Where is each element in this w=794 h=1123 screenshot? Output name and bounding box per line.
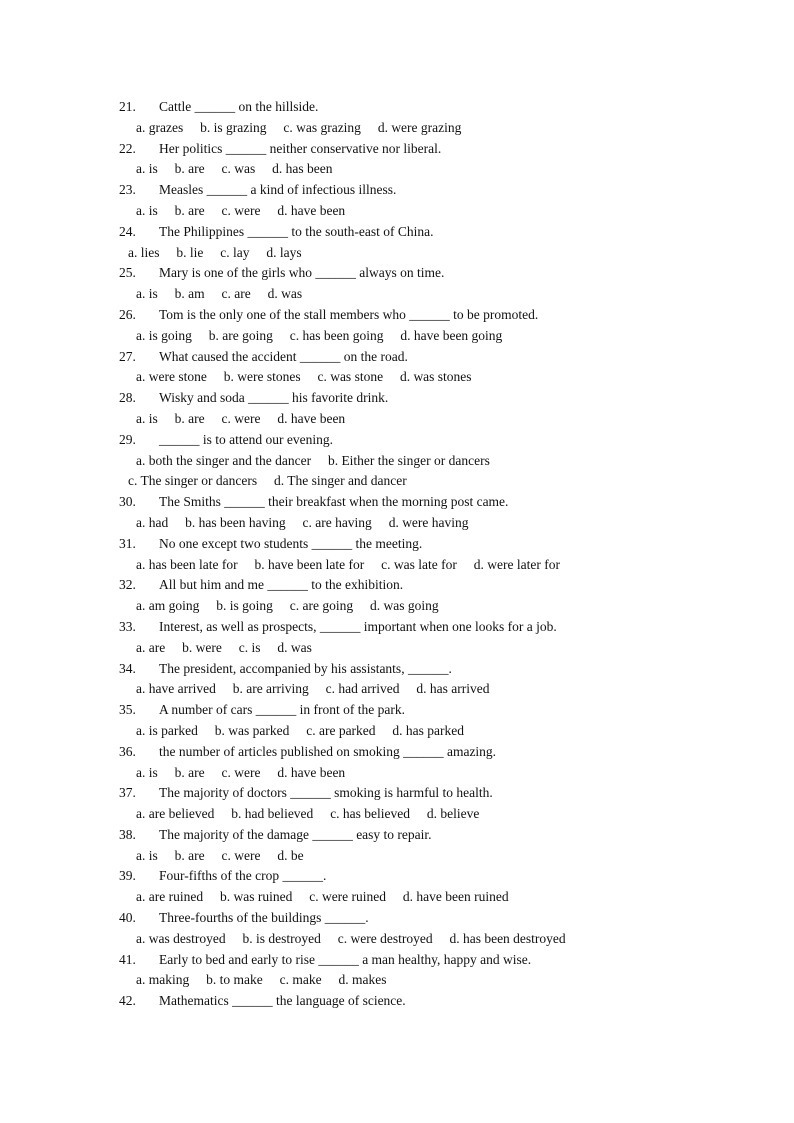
answer-option: b. have been late for [254,556,365,572]
question-text: Wisky and soda ______ his favorite drink. [159,390,389,406]
question-text: Cattle ______ on the hillside. [159,99,319,114]
answer-option: c. has been going [289,327,384,343]
question-text: The Smiths ______ their breakfast when the morning post came. [159,494,509,510]
options-line [119,929,679,950]
answer-option: a. making [136,972,190,988]
answer-option: a. lies [128,244,160,260]
question-text: Tom is the only one of the stall members who ______ to be promoted. [159,306,539,322]
options-line [119,367,679,388]
answer-option: d. were having [388,514,469,530]
question-line [119,222,679,243]
question-number: 41. [119,951,136,967]
answer-option: d. was [267,286,303,302]
answer-option: b. are arriving [232,681,309,697]
answer-option: b. to make [206,972,263,988]
question-text: ______ is to attend our evening. [159,431,333,447]
question-line [119,180,679,201]
answer-option: d. lays [266,244,302,260]
answer-option: a. is [136,764,158,780]
options-line [119,284,679,305]
options-line [119,970,679,991]
answer-option: a. is [136,161,158,177]
answer-option: a. has been late for [136,556,238,572]
question-number: 26. [119,306,136,322]
question-line [119,908,679,929]
question-number: 35. [119,702,136,718]
answer-option: d. have been [277,202,346,218]
answer-option: c. has believed [330,806,411,822]
answer-option: b. are [174,410,205,426]
question-number: 37. [119,785,136,801]
answer-option: b. are [174,202,205,218]
question-text: The Philippines ______ to the south-east of China. [159,223,434,239]
answer-option: a. is [136,410,158,426]
answer-option: c. was grazing [283,119,361,135]
question-text: No one except two students ______ the meeting. [159,535,423,551]
answer-option: b. had believed [231,806,314,822]
answer-option: a. both the singer and the dancer [136,452,312,468]
question-list [119,97,679,1012]
question-number: 24. [119,223,136,239]
question-number: 34. [119,660,136,676]
question-text: Measles ______ a kind of infectious illness. [159,182,397,198]
answer-option: a. is going [136,327,192,343]
options-line [119,409,679,430]
options-line [119,159,679,180]
question-line [119,742,679,763]
options-line [119,201,679,222]
options-line [119,596,679,617]
answer-option: d. were later for [473,556,560,572]
answer-option: d. was stones [399,369,472,385]
answer-option: d. have been ruined [402,889,509,905]
answer-option: a. am going [136,598,200,614]
question-line [119,388,679,409]
answer-option: b. is destroyed [242,930,321,946]
answer-option: d. have been [277,764,346,780]
answer-option: c. were [221,847,261,863]
question-text: The majority of doctors ______ smoking is harmful to health. [159,785,493,801]
question-text: Three-fourths of the buildings ______. [159,910,369,926]
answer-option: a. were stone [136,369,207,385]
question-number: 40. [119,910,136,926]
answer-option: d. was going [370,598,439,614]
question-number: 39. [119,868,136,884]
answer-option: c. is [238,639,261,655]
answer-option: b. am [174,286,205,302]
question-line [119,825,679,846]
answer-option: b. has been having [185,514,286,530]
answer-option: d. The singer and dancer [273,473,407,489]
question-line [119,575,679,596]
answer-option: d. has parked [392,722,465,738]
answer-option: b. were stones [223,369,301,385]
question-line [119,700,679,721]
options-line [119,638,679,659]
question-number: 25. [119,265,136,281]
answer-option: b. are [174,847,205,863]
question-number: 29. [119,431,136,447]
question-line [119,305,679,326]
question-line [119,617,679,638]
answer-option: d. have been going [400,327,503,343]
question-number: 32. [119,577,136,593]
question-line [119,430,679,451]
question-text: A number of cars ______ in front of the park. [159,702,405,718]
question-number: 28. [119,390,136,406]
answer-option: c. are [221,286,251,302]
answer-option: a. are ruined [136,889,204,905]
answer-option: b. are [174,161,205,177]
answer-option: d. has been [272,161,333,177]
answer-option: c. were [221,764,261,780]
answer-option: b. was ruined [219,889,293,905]
question-number: 27. [119,348,136,364]
answer-option: a. is parked [136,722,198,738]
answer-option: d. makes [338,972,387,988]
answer-option: a. grazes [136,119,184,135]
options-line [119,326,679,347]
answer-option: c. are going [289,598,354,614]
question-text: Interest, as well as prospects, ______ important when one looks for a job. [159,618,557,634]
answer-option: c. had arrived [325,681,400,697]
answer-option: b. are [174,764,205,780]
question-text: The president, accompanied by his assistants, ______. [159,660,452,676]
question-line [119,783,679,804]
answer-option: a. have arrived [136,681,216,697]
options-line [119,846,679,867]
answer-option: d. was [277,639,312,655]
options-line [119,471,679,492]
answer-option: a. had [136,514,169,530]
question-text: What caused the accident ______ on the road. [159,348,408,364]
answer-option: d. has arrived [416,681,490,697]
options-line [119,804,679,825]
question-line [119,950,679,971]
answer-option: b. were [182,639,222,655]
question-number: 42. [119,993,136,1009]
question-number: 36. [119,743,136,759]
question-number: 38. [119,826,136,842]
question-line [119,139,679,160]
answer-option: c. were destroyed [337,930,433,946]
answer-option: b. Either the singer or dancers [327,452,490,468]
answer-option: c. are parked [306,722,376,738]
question-line [119,991,679,1012]
question-line [119,866,679,887]
answer-option: d. were grazing [377,119,462,135]
question-text: The majority of the damage ______ easy to repair. [159,826,432,842]
question-number: 31. [119,535,136,551]
answer-option: c. The singer or dancers [128,473,258,489]
question-number: 30. [119,494,136,510]
answer-option: c. was [221,161,256,177]
options-line [119,887,679,908]
answer-option: a. is [136,202,158,218]
question-text: the number of articles published on smoking ______ amazing. [159,743,497,759]
options-line [119,451,679,472]
answer-option: c. lay [220,244,250,260]
question-text: Mathematics ______ the language of science. [159,993,406,1009]
question-number: 33. [119,618,136,634]
options-line [119,555,679,576]
question-text: Mary is one of the girls who ______ always on time. [159,265,445,281]
answer-option: b. is going [216,598,273,614]
answer-option: c. are having [302,514,372,530]
question-text: Early to bed and early to rise ______ a man healthy, happy and wise. [159,951,532,967]
options-line [119,721,679,742]
answer-option: b. are going [208,327,273,343]
answer-option: c. was late for [381,556,457,572]
question-line [119,263,679,284]
options-line [119,243,679,264]
options-line [119,763,679,784]
question-text: Her politics ______ neither conservative nor liberal. [159,140,442,156]
answer-option: a. was destroyed [136,930,226,946]
answer-option: d. believe [426,806,480,822]
answer-option: b. was parked [214,722,290,738]
question-line [119,534,679,555]
options-line [119,679,679,700]
question-line [119,347,679,368]
answer-option: a. are [136,639,166,655]
answer-option: d. be [277,847,304,863]
answer-option: c. were [221,202,261,218]
question-number: 23. [119,182,136,198]
question-text: Four-fifths of the crop ______. [159,868,327,884]
question-number: 22. [119,140,136,156]
answer-option: b. lie [176,244,204,260]
answer-option: c. were [221,410,261,426]
question-line [119,659,679,680]
answer-option: d. have been [277,410,346,426]
answer-option: c. was stone [317,369,384,385]
answer-option: a. is [136,847,158,863]
answer-option: c. make [279,972,322,988]
answer-option: a. is [136,286,158,302]
answer-option: a. are believed [136,806,215,822]
options-line [119,118,679,139]
question-text: All but him and me ______ to the exhibition. [159,577,404,593]
question-number: 21. [119,99,136,114]
answer-option: d. has been destroyed [449,930,566,946]
question-line [119,492,679,513]
question-line [119,97,679,118]
answer-option: c. were ruined [309,889,387,905]
options-line [119,513,679,534]
answer-option: b. is grazing [200,119,267,135]
